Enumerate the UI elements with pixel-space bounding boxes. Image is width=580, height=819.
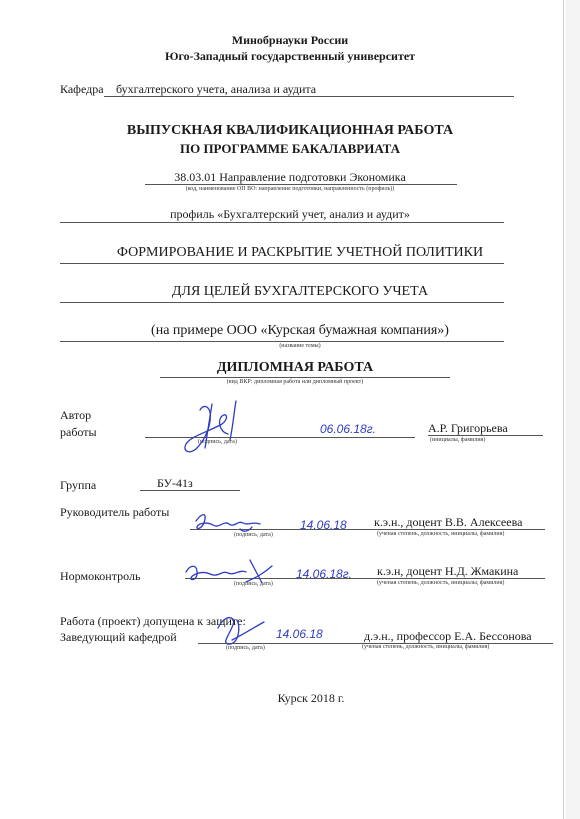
admission-name: д.э.н., профессор Е.А. Бессонова [364,629,532,643]
normcontrol-label: Нормоконтроль [60,569,141,583]
author-label-line2: работы [60,425,97,439]
author-label-line1: Автор [60,408,92,422]
topic-line3: (на примере ООО «Курская бумажная компания») [151,323,449,338]
work-type: ДИПЛОМНАЯ РАБОТА [216,360,374,375]
admission-label-line2: Заведующий кафедрой [60,630,177,644]
head-signature [218,618,264,645]
normcontrol-name-caption: (ученая степень, должность, инициалы, фамилия) [377,580,505,586]
supervisor-sign-caption: (подпись, дата) [234,532,273,538]
topic-line2: ДЛЯ ЦЕЛЕЙ БУХГАЛТЕРСКОГО УЧЕТА [171,284,429,299]
author-signature [185,401,236,452]
author-name-caption: (инициалы, фамилия) [430,437,486,443]
department-label: Кафедра [60,82,104,96]
topic-caption: (название темы) [279,343,321,349]
normcontrol-name: к.э.н, доцент Н.Д. Жмакина [377,564,519,578]
university-name: Юго-Западный государственный университет [164,49,416,63]
author-name: А.Р. Григорьева [428,421,508,435]
normcontrol-sign-caption: (подпись, дата) [234,581,273,587]
work-title-line1: ВЫПУСКНАЯ КВАЛИФИКАЦИОННАЯ РАБОТА [126,123,454,138]
admission-name-caption: (ученая степень, должность, инициалы, фамилия) [362,644,490,650]
topic-line1: ФОРМИРОВАНИЕ И РАСКРЫТИЕ УЧЕТНОЙ ПОЛИТИКИ [116,245,484,260]
ministry-name: Минобрнауки России [231,33,349,47]
supervisor-date: 14.06.18 [300,518,347,532]
supervisor-name-caption: (ученая степень, должность, инициалы, фамилия) [377,531,505,537]
direction: 38.03.01 Направление подготовки Экономика [174,170,406,184]
profile: профиль «Бухгалтерский учет, анализ и аудит» [170,207,410,221]
department-value: бухгалтерского учета, анализа и аудита [116,82,317,96]
supervisor-signature [196,515,260,532]
footer-city-year: Курск 2018 г. [277,691,345,705]
author-sign-caption: (подпись, дата) [198,439,237,445]
normcontrol-signature [186,560,272,583]
group-value: БУ-41з [157,476,193,490]
supervisor-name: к.э.н., доцент В.В. Алексеева [374,515,523,529]
work-title-line2: ПО ПРОГРАММЕ БАКАЛАВРИАТА [179,141,401,156]
supervisor-label: Руководитель работы [60,505,170,519]
direction-caption: (код, наименование ОП ВО: направление подготовки, направленность (профиль)) [185,186,395,192]
group-label: Группа [60,478,97,492]
admission-sign-caption: (подпись, дата) [226,645,265,651]
work-type-caption: (вид ВКР: дипломная работа или дипломный проект) [226,379,364,385]
author-date: 06.06.18г. [320,422,376,436]
admission-label-line1: Работа (проект) допущена к защите: [60,614,246,628]
admission-date: 14.06.18 [276,627,323,641]
normcontrol-date: 14.06.18г. [296,567,352,581]
